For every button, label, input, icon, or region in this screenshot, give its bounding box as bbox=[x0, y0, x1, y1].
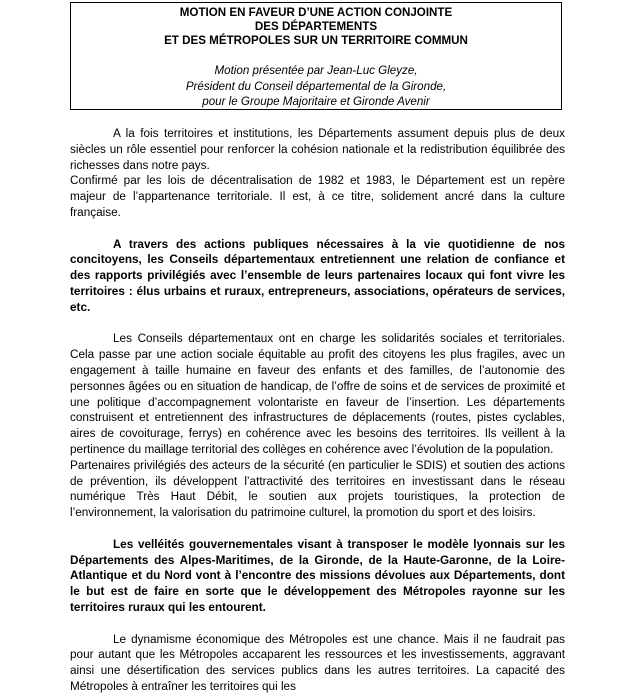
paragraph-intro: A la fois territoires et institutions, les Départements assument depuis plus de deux siècles un rôle essentiel pour renforcer la cohésion nationale et la redistribution équilibrée des richesses dans notre pays. bbox=[70, 127, 565, 172]
title-line-3: ET DES MÉTROPOLES SUR UN TERRITOIRE COMMUN bbox=[164, 34, 468, 47]
motion-author bbox=[71, 63, 561, 110]
paragraph-government-plans: Les velléités gouvernementales visant à transposer le modèle lyonnais sur les Départements des Alpes-Maritimes, de la Gironde, de la Haute-Garonne, de la Loire-Atlantique et du Nord vont à l’encontre des missions dévolues aux Départements, dont le but est de faire en sorte que le développement des Métropoles rayonne sur les territoires ruraux qui les entourent. bbox=[70, 537, 565, 614]
paragraph-metropoles: Le dynamisme économique des Métropoles est une chance. Mais il ne faudrait pas pour autant que les Métropoles accaparent les ressources et les investissements, aggravant ainsi une désertification des services publics dans les autres territoires. La capacité des Métropoles à entraîner les territoires qui les bbox=[70, 632, 565, 693]
author-line-3: pour le Groupe Majoritaire et Gironde Avenir bbox=[202, 95, 430, 108]
paragraph-decentralisation: Confirmé par les lois de décentralisation de 1982 et 1983, le Département est un repère majeur de l’appartenance territoriale. Il est, à ce titre, solidement ancré dans la culture française. bbox=[70, 174, 565, 219]
author-line-2: Président du Conseil départemental de la Gironde, bbox=[185, 79, 447, 93]
title-line-1: MOTION EN FAVEUR D’UNE ACTION CONJOINTE bbox=[179, 6, 453, 19]
document-body bbox=[70, 126, 565, 695]
paragraph-public-action: A travers des actions publiques nécessaires à la vie quotidienne de nos concitoyens, les Conseils départementaux entretiennent une relation de confiance et des rapports privilégiés avec l’ensemble de leurs partenaires locaux qui font vivre les territoires : élus urbains et ruraux, entrepreneurs, associations, opérateurs de services, etc. bbox=[70, 237, 565, 314]
title-box bbox=[70, 2, 562, 110]
motion-title bbox=[71, 6, 561, 48]
title-line-2: DES DÉPARTEMENTS bbox=[254, 20, 378, 33]
paragraph-security-partners: Partenaires privilégiés des acteurs de la sécurité (en particulier le SDIS) et soutien des actions de prévention, ils développent l’attractivité des territoires en investissant dans le réseau numérique Très Haut Débit, le soutien aux projets touristiques, la protection de l’environnement, la valorisation du patrimoine culturel, la promotion du sport et des loisirs. bbox=[70, 458, 565, 520]
paragraph-solidarity: Les Conseils départementaux ont en charge les solidarités sociales et territoriales. Cela passe par une action sociale équitable au profit des citoyens les plus fragiles, avec un engagement à taille humaine en faveur des enfants et des familles, de l’autonomie des personnes âgées ou en situation de handicap, de l’offre de soins et de services de proximité et une politique d’accompagnement volontariste en faveur de l’insertion. Les départements construisent et entretiennent des infrastructures de déplacements (routes, pistes cyclables, aires de covoiturage, ferrys) en cohérence avec les besoins des territoires. Ils veillent à la pertinence du maillage territorial des collèges en cohérence avec l’évolution de la population. bbox=[70, 332, 565, 456]
author-line-1: Motion présentée par Jean-Luc Gleyze, bbox=[214, 64, 418, 77]
